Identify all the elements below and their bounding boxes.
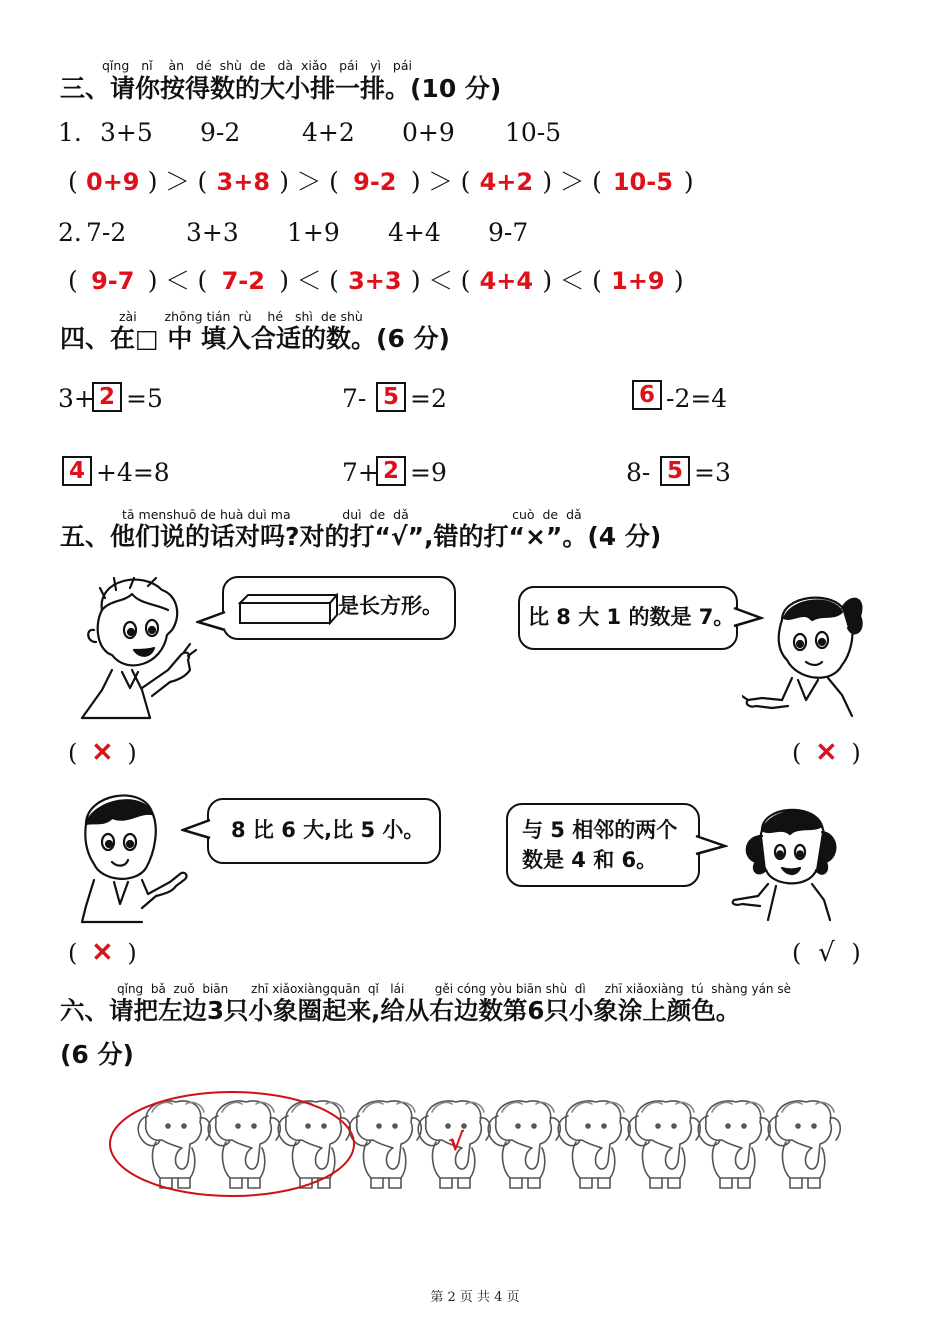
pinyin: dà [277, 58, 294, 73]
answer-value: 7-2 [221, 267, 265, 295]
pinyin: de [320, 309, 337, 324]
paren-open: ( [197, 167, 208, 196]
expr-part: 3+ [58, 384, 95, 413]
pinyin: zhī [604, 982, 622, 996]
answer-box: 4 [62, 456, 92, 486]
greater-sign: ＞ [296, 167, 322, 196]
fill-item [58, 384, 95, 414]
paren-open: ( [197, 266, 208, 295]
pinyin: duì [342, 507, 362, 522]
less-sign: ＜ [559, 266, 585, 295]
pinyin: hé [267, 309, 284, 324]
pinyin: tián [206, 309, 231, 324]
bubble-text: 比 8 大 1 的数是 7。 [528, 605, 735, 629]
q2-expr: 1+9 [287, 218, 340, 247]
greater-sign: ＞ [428, 167, 454, 196]
girl-illustration [728, 796, 846, 922]
pinyin: cuò [512, 507, 535, 522]
pinyin: sè [777, 982, 791, 996]
pinyin: de [542, 507, 559, 522]
pinyin: dì [574, 982, 586, 996]
paren-open: ( [460, 167, 471, 196]
answer-value: 4+2 [479, 168, 534, 196]
pinyin: xiàng [297, 982, 331, 996]
boy-illustration [72, 784, 192, 924]
section-title: 五、他们说的话对吗?对的打“√”,错的打“×”。(4 分) [60, 522, 662, 551]
pinyin: pái [392, 58, 412, 73]
elephant [278, 1101, 350, 1188]
paren-open: ( [460, 266, 471, 295]
pinyin: xiǎo [301, 58, 328, 73]
q1-expr: 3+5 [100, 118, 153, 147]
answer-row-2 [68, 266, 684, 296]
pinyin: biān [202, 982, 229, 996]
pinyin: dǎ [393, 507, 409, 522]
answer-value: 9-7 [91, 267, 135, 295]
answer-box: 6 [632, 380, 662, 410]
pinyin: rù [238, 309, 252, 324]
pinyin-row [119, 310, 363, 324]
answer-mark-row: ( ✕ ) [68, 738, 137, 768]
paren-close: ) [410, 167, 421, 196]
pinyin: ma [270, 507, 291, 522]
speech-bubble [222, 576, 456, 640]
girl-illustration [742, 580, 872, 720]
expr-part: -2=4 [666, 384, 728, 413]
paren-close: ) [279, 167, 290, 196]
pinyin: zài [119, 309, 137, 324]
pinyin: shù [219, 58, 242, 73]
q2-expr: 3+3 [186, 218, 239, 247]
answer-mark-row: ( ✕ ) [792, 738, 861, 768]
expr-part: 7- [342, 384, 367, 413]
pinyin: lái [390, 982, 405, 996]
answer-value: 3+8 [216, 168, 271, 196]
expr-part: 7+ [342, 458, 379, 487]
paren-open: ( [592, 167, 602, 196]
pinyin: yòu [489, 982, 513, 996]
answer-box: 5 [660, 456, 690, 486]
q2-expr: 7-2 [86, 218, 127, 247]
pinyin-row [117, 982, 791, 996]
bubble-tail [196, 610, 228, 634]
pinyin: tú [691, 982, 704, 996]
paren-close: ) [542, 266, 553, 295]
paren-open: ( [68, 167, 78, 196]
paren-close: ) [279, 266, 290, 295]
expr-part: 8- [626, 458, 651, 487]
paren-open: ( [329, 167, 339, 196]
pinyin: gěi [434, 982, 454, 996]
pinyin: shù [340, 309, 363, 324]
pinyin: de [200, 507, 216, 522]
greater-sign: ＞ [165, 167, 191, 196]
paren-close: ) [542, 167, 553, 196]
paren-close: ) [147, 266, 158, 295]
elephant [698, 1101, 770, 1188]
answer-value: 1+9 [611, 267, 665, 295]
pinyin: zhōng [164, 309, 203, 324]
answer-value: 10-5 [612, 168, 673, 196]
elephant [349, 1101, 421, 1188]
bubble-text: 8 比 6 大,比 5 小。 [231, 818, 425, 842]
elephant [138, 1101, 210, 1188]
pinyin: xiàng [650, 982, 684, 996]
speech-bubble [207, 798, 441, 864]
elephant [488, 1101, 560, 1188]
cross-mark: ✕ [91, 738, 114, 768]
bubble-text: 是长方形。 [338, 594, 443, 618]
expr-part: =5 [126, 384, 163, 413]
bubble-tail [694, 834, 728, 858]
answer-value: 9-2 [353, 168, 397, 196]
cuboid-icon [238, 593, 338, 625]
answer-mark-row: ( ✕ ) [68, 938, 137, 968]
pinyin: àn [168, 58, 185, 73]
pinyin: shì [294, 309, 313, 324]
speech-bubble [506, 803, 700, 887]
pinyin: shù [545, 982, 568, 996]
greater-sign: ＞ [559, 167, 585, 196]
question-1-label: 1. [58, 118, 82, 147]
less-sign: ＜ [296, 266, 322, 295]
pinyin: xiǎo [272, 982, 297, 996]
paren-open: ( [68, 266, 78, 295]
pinyin: shuō [166, 507, 197, 522]
pinyin: yán [751, 982, 774, 996]
elephant [628, 1101, 700, 1188]
pinyin: men [138, 507, 167, 522]
expr-part: =9 [410, 458, 447, 487]
pinyin: qǐng [102, 58, 130, 73]
section-title: 四、在□ 中 填入合适的数。(6 分) [60, 324, 450, 353]
pinyin: zuǒ [173, 982, 195, 996]
check-mark: √ [448, 1128, 465, 1156]
pinyin: nǐ [141, 58, 153, 73]
check-mark: √ [818, 938, 835, 968]
q1-expr: 9-2 [200, 118, 241, 147]
paren-close: ) [683, 167, 694, 196]
answer-box: 2 [376, 456, 406, 486]
q2-expr: 9-7 [488, 218, 529, 247]
expr-part: =3 [694, 458, 731, 487]
less-sign: ＜ [165, 266, 191, 295]
elephant [208, 1101, 280, 1188]
pinyin: quān [330, 982, 361, 996]
answer-box: 2 [92, 382, 122, 412]
answer-row-1 [68, 167, 694, 197]
cross-mark: ✕ [91, 938, 114, 968]
answer-box: 5 [376, 382, 406, 412]
bubble-text-line-2: 数是 4 和 6。 [522, 848, 658, 872]
bubble-text-line-1: 与 5 相邻的两个 [522, 818, 678, 842]
answer-value: 4+4 [479, 267, 534, 295]
q1-expr: 4+2 [302, 118, 355, 147]
elephant-row [104, 1086, 864, 1204]
paren-open: ( [329, 266, 339, 295]
expr-part: =2 [410, 384, 447, 413]
q1-expr: 0+9 [402, 118, 455, 147]
section-title: 六、请把左边3只小象圈起来,给从右边数第6只小象涂上颜色。 [60, 996, 741, 1025]
paren-close: ) [673, 266, 684, 295]
paren-close: ) [147, 167, 158, 196]
pinyin: zhī [251, 982, 269, 996]
paren-open: ( [592, 266, 602, 295]
q2-expr: 4+4 [388, 218, 441, 247]
less-sign: ＜ [428, 266, 454, 295]
pinyin: cóng [456, 982, 487, 996]
pinyin: duì [247, 507, 267, 522]
pinyin: dǎ [566, 507, 582, 522]
pinyin: qǐ [367, 982, 379, 996]
expr-part: +4=8 [96, 458, 170, 487]
pinyin: xiǎo [625, 982, 651, 996]
question-2-label: 2. [58, 218, 82, 247]
pinyin-row [122, 508, 582, 522]
cross-mark: ✕ [815, 738, 838, 768]
answer-value: 3+3 [348, 267, 402, 295]
speech-bubble [518, 586, 738, 650]
elephant [558, 1101, 630, 1188]
boy-illustration [72, 570, 207, 720]
bubble-tail [181, 818, 213, 842]
pinyin: dé [196, 58, 212, 73]
pinyin: huà [219, 507, 244, 522]
pinyin: shàng [711, 982, 748, 996]
pinyin: biān [515, 982, 542, 996]
pinyin-row [102, 59, 412, 73]
pinyin: tā [122, 507, 135, 522]
pinyin: pái [339, 58, 359, 73]
page-footer: 第 2 页 共 4 页 [430, 1290, 520, 1305]
pinyin: de [249, 58, 266, 73]
elephant [768, 1101, 840, 1188]
pinyin: qǐng [117, 982, 144, 996]
pinyin: bǎ [150, 982, 166, 996]
answer-value: 0+9 [86, 168, 140, 196]
section-score: (6 分) [60, 1040, 134, 1069]
q1-expr: 10-5 [505, 118, 562, 147]
paren-close: ) [410, 266, 421, 295]
answer-mark-row: ( √ ) [792, 938, 861, 968]
pinyin: yì [370, 58, 381, 73]
pinyin: de [369, 507, 386, 522]
section-title: 三、请你按得数的大小排一排。(10 分) [60, 74, 502, 103]
